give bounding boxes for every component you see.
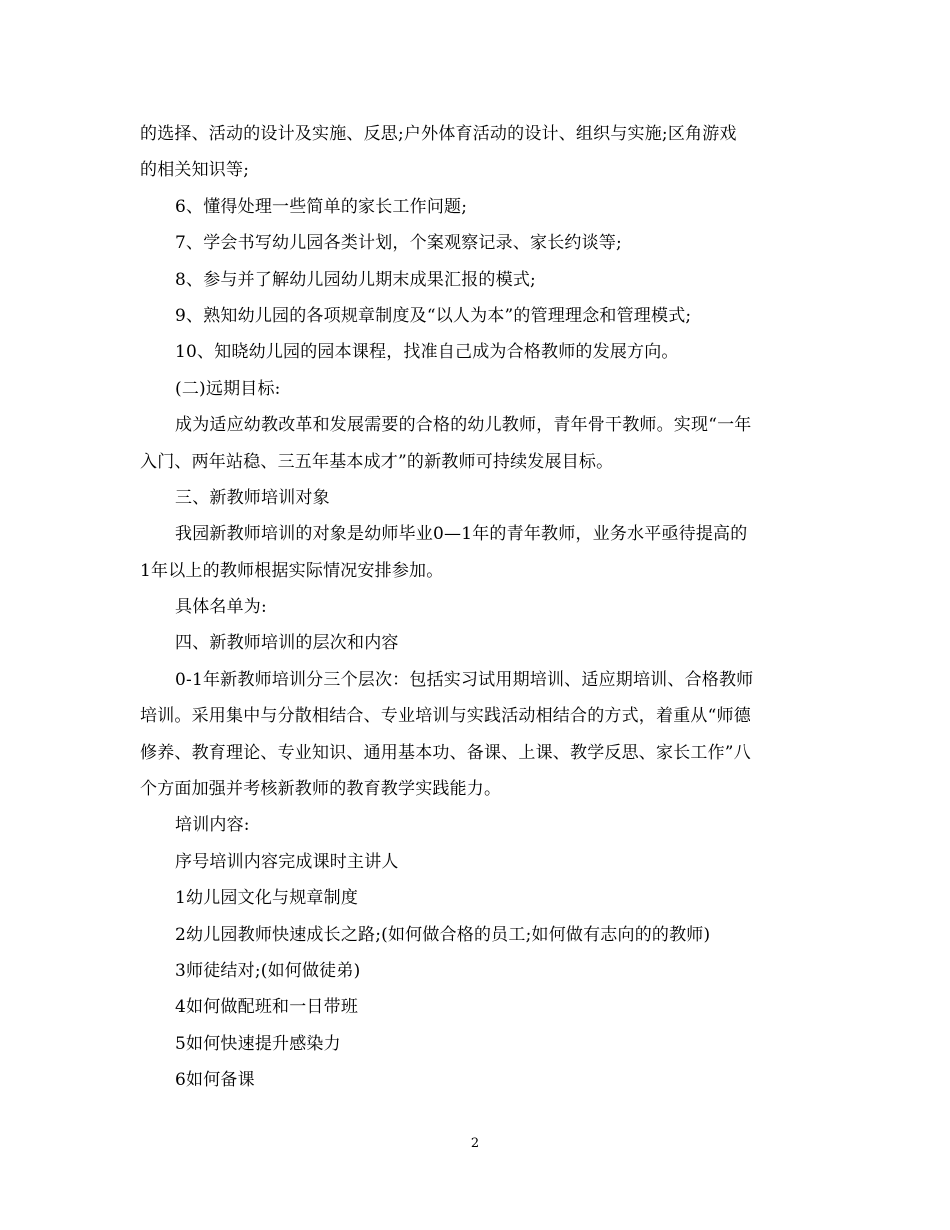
document-body	[140, 116, 820, 1099]
text-line: 5如何快速提升感染力	[175, 1033, 341, 1054]
text-line: 6如何备课	[175, 1070, 255, 1091]
text-line: 序号培训内容完成课时主讲人	[175, 851, 399, 872]
text-line: 的相关知识等;	[140, 160, 250, 181]
text-line: 1幼儿园文化与规章制度	[175, 888, 359, 909]
page-number: 2	[470, 1136, 480, 1151]
text-line: 培训内容:	[175, 815, 250, 836]
text-line: 1年以上的教师根据实际情况安排参加。	[140, 560, 444, 581]
text-line: 个方面加强并考核新教师的教育教学实践能力。	[140, 779, 502, 800]
text-line: 修养、教育理论、专业知识、通用基本功、备课、上课、教学反思、家长工作”八	[140, 742, 751, 763]
text-line: 8、参与并了解幼儿园幼儿期末成果汇报的模式;	[175, 269, 536, 290]
text-line: 培训。采用集中与分散相结合、专业培训与实践活动相结合的方式，着重从“师德	[140, 706, 751, 727]
text-line: 三、新教师培训对象	[175, 487, 330, 508]
text-line: 四、新教师培训的层次和内容	[175, 633, 399, 654]
text-line: 具体名单为:	[175, 597, 267, 618]
text-line: 10、知晓幼儿园的园本课程，找准自己成为合格教师的发展方向。	[175, 342, 679, 363]
text-line: 入门、两年站稳、三五年基本成才”的新教师可持续发展目标。	[140, 451, 614, 472]
text-line: 我园新教师培训的对象是幼师毕业0—1年的青年教师，业务水平亟待提高的	[175, 524, 748, 545]
text-line: 4如何做配班和一日带班	[175, 997, 359, 1018]
text-line: 7、学会书写幼儿园各类计划，个案观察记录、家长约谈等;	[175, 233, 622, 254]
text-line: (二)远期目标:	[175, 378, 281, 399]
text-line: 成为适应幼教改革和发展需要的合格的幼儿教师，青年骨干教师。实现“一年	[175, 415, 752, 436]
text-line: 的选择、活动的设计及实施、反思;户外体育活动的设计、组织与实施;区角游戏	[140, 124, 737, 144]
text-line: 3师徒结对;(如何做徒弟)	[175, 960, 361, 981]
text-line: 6、懂得处理一些简单的家长工作问题;	[175, 196, 468, 217]
text-line: 9、熟知幼儿园的各项规章制度及“以人为本”的管理理念和管理模式;	[175, 305, 692, 326]
text-line: 0-1年新教师培训分三个层次：包括实习试用期培训、适应期培训、合格教师	[175, 669, 754, 690]
text-line: 2幼儿园教师快速成长之路;(如何做合格的员工;如何做有志向的的教师)	[175, 924, 711, 945]
